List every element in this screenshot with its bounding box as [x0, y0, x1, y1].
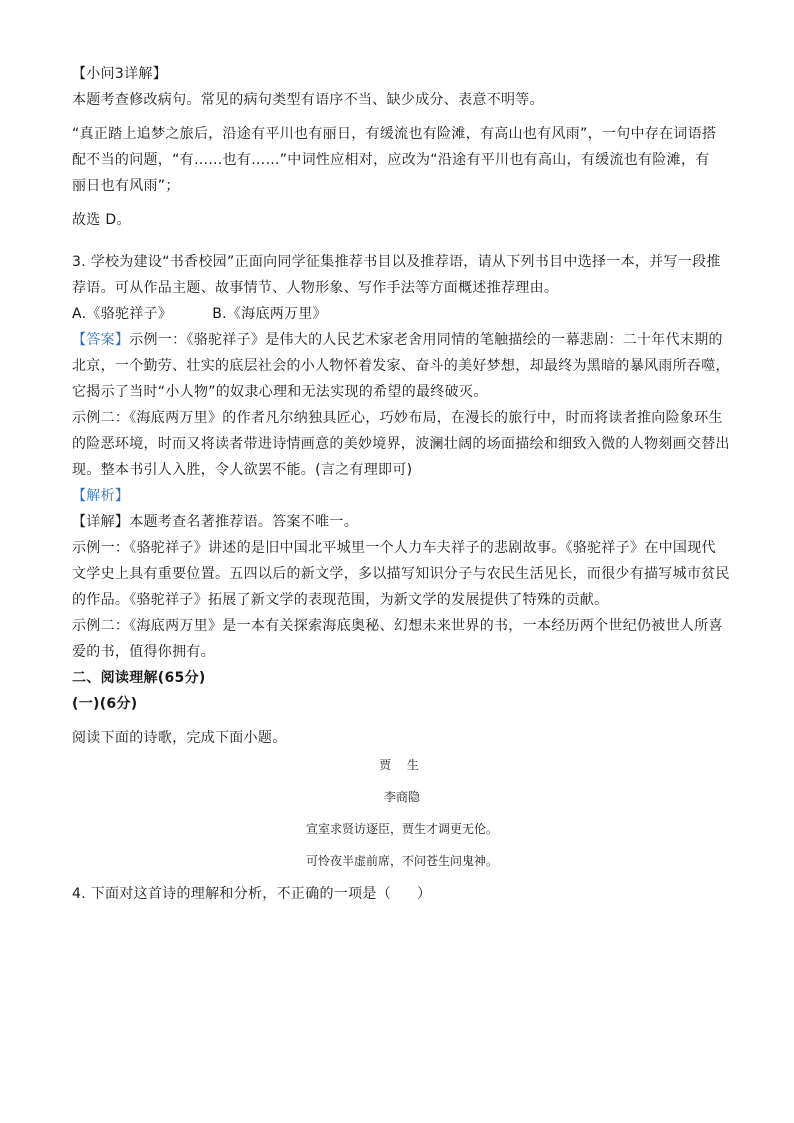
- explain-example1-line2: 文学史上具有重要位置。五四以后的新文学，多以描写知识分子与农民生活见长，而很少有描写城市贫民: [72, 566, 730, 582]
- sub3-choice: 故选 D。: [72, 212, 131, 228]
- question-4: 4. 下面对这首诗的理解和分析，不正确的一项是（ ）: [72, 886, 432, 902]
- reading-instruction: 阅读下面的诗歌，完成下面小题。: [72, 730, 287, 746]
- answer-example2-line1: 示例二：《海底两万里》的作者凡尔纳独具匠心，巧妙布局，在漫长的旅行中，时而将读者推向险象环生: [72, 410, 723, 426]
- poem-line-2: 可怜夜半虚前席，不问苍生问鬼神。: [305, 854, 498, 868]
- q3-option-a: A.《骆驼祥子》: [72, 306, 173, 322]
- explain-example2-line1: 示例二：《海底两万里》是一本有关探索海底奥秘、幻想未来世界的书，一本经历两个世纪仍被世人所喜: [72, 618, 723, 634]
- poem-author: 李商隐: [383, 790, 420, 804]
- sub3-line2: 配不当的问题，“有……也有……”中词性应相对，应改为“沿途有平川也有高山，有缓流也有险滩，有: [72, 152, 710, 168]
- answer-example1-line2: 北京，一个勤劳、壮实的底层社会的小人物怀着发家、奋斗的美好梦想，却最终为黑暗的暴风雨所吞噬，: [72, 358, 730, 374]
- poem-title: 贾 生: [379, 758, 425, 772]
- q3-option-b: B.《海底两万里》: [212, 306, 327, 322]
- subsection-title: (一)(6分): [72, 696, 138, 712]
- q3-line2: 荐语。可从作品主题、故事情节、人物形象、写作手法等方面概述推荐理由。: [72, 280, 559, 296]
- q3-line1: 3. 学校为建设“书香校园”正面向同学征集推荐书目以及推荐语，请从下列书目中选择一本，并写一段推: [72, 254, 721, 270]
- detail-line: 【详解】本题考查名著推荐语。答案不唯一。: [72, 514, 358, 530]
- sub3-intro: 本题考查修改病句。常见的病句类型有语序不当、缺少成分、表意不明等。: [72, 92, 544, 108]
- answer-label: 【答案】: [72, 332, 130, 348]
- section-title: 二、阅读理解(65分): [72, 670, 206, 686]
- answer-example2-line2: 的险恶环境，时而又将读者带进诗情画意的美妙境界，波澜壮阔的场面描绘和细致入微的人物刻画交替出: [72, 436, 730, 452]
- poem-line-1: 宣室求贤访逐臣，贾生才调更无伦。: [305, 822, 498, 836]
- sub3-header: 【小问3详解】: [72, 66, 168, 82]
- explain-example1-line1: 示例一：《骆驼祥子》讲述的是旧中国北平城里一个人力车夫祥子的悲剧故事。《骆驼祥子》在中国现代: [72, 540, 716, 556]
- answer-example1-line1: 【答案】示例一：《骆驼祥子》是伟大的人民艺术家老舍用同情的笔触描绘的一幕悲剧：二十年代末期的: [72, 332, 723, 348]
- answer-example1-line3: 它揭示了当时“小人物”的奴隶心理和无法实现的希望的最终破灭。: [72, 384, 488, 400]
- document-page: [72, 64, 732, 904]
- q3-options: [72, 304, 732, 324]
- explain-example1-line3: 的作品。《骆驼祥子》拓展了新文学的表现范围，为新文学的发展提供了特殊的贡献。: [72, 592, 609, 608]
- sub3-line1: “真正踏上追梦之旅后，沿途有平川也有丽日，有缓流也有险滩，有高山也有风雨”，一句中存在词语搭: [72, 126, 717, 142]
- explain-example2-line2: 爱的书，值得你拥有。: [72, 644, 215, 660]
- sub3-line3: 丽日也有风雨”；: [72, 178, 180, 194]
- answer-example2-line3: 现。整本书引人入胜，令人欲罢不能。(言之有理即可): [72, 462, 413, 478]
- analysis-label: 【解析】: [72, 488, 130, 504]
